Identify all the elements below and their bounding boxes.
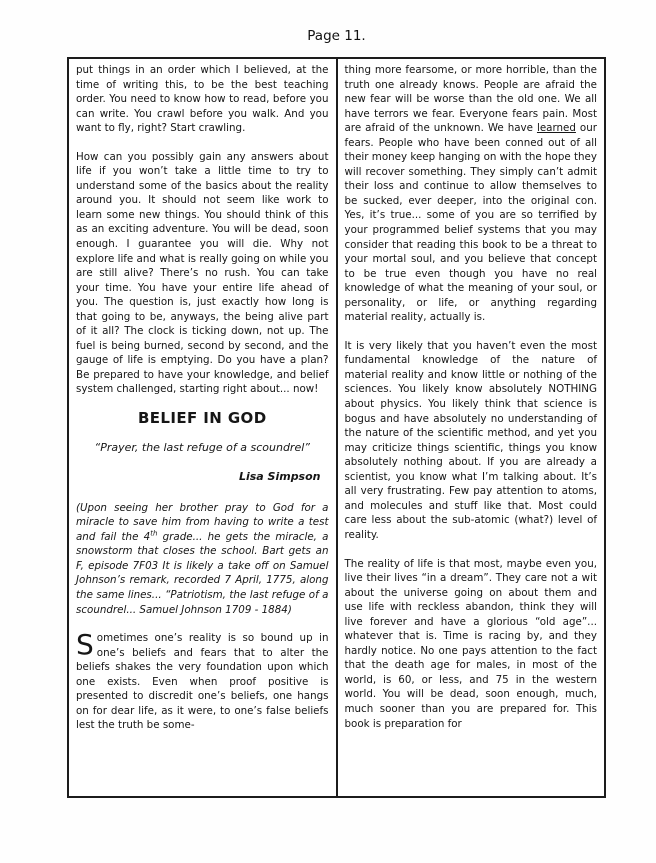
section-heading-belief-in-god: BELIEF IN GOD [137, 409, 267, 428]
right-column [338, 59, 605, 796]
paragraph-learned-fears [345, 63, 598, 325]
footnote-text-end: grade... he gets the miracle, a snowstorm that closes the school. Bart gets an F, episode 7F03 It is likely a take off on Samuel Johnson’s remark, recorded 7 April, 1775, along the same lines... “Patriotism, the last refuge of a scoundrel... Samuel Johnson 1709 - 1884) [76, 530, 329, 616]
drop-cap: S [76, 628, 94, 662]
footnote-text-start: (Upon seeing her brother pray to God for a miracle to save him from having to write a test and fail the 4 [76, 501, 329, 543]
quote-footnote [76, 501, 329, 617]
paragraph-knowledge-of-nature: It is very likely that you haven’t even the most fundamental knowledge of the nature of material reality and know little or nothing of the sciences. You likely know absolutely NOTHING about physics. You likely think that science is bogus and have absolutely no understanding of the nature of the scientific method, and yet you may criticize things scientific, things you know absolutely nothing about. If you are already a scientist, you know what I’m talking about. It’s all very frustrating. Few pay attention to atoms, and molecules and stuff like that. Most could care less about the sub-atomic (what?) level of reality. [344, 339, 597, 541]
ordinal-superscript: th [150, 529, 158, 538]
paragraph-sometimes-reality-text: ometimes one’s reality is so bound up in one’s beliefs and fears that to alter the beliefs shakes the very foundation upon which one exists. Even when proof positive is presented to discredit one’s beliefs, one hangs on for dear life, as it were, to one’s false beliefs lest the truth be some- [76, 632, 329, 732]
quote-attribution: Lisa Simpson [238, 470, 321, 484]
epigraph-quote: “Prayer, the last refuge of a scoundrel” [94, 440, 310, 454]
page-number: Page 11. [307, 28, 366, 44]
underlined-word-learned: learned [536, 122, 576, 135]
fears-text-start: thing more fearsome, or more horrible, than the truth one already knows. People are afraid the new fear will be worse than the old one. We all have terrors we fear. Everyone fears pain. Most are afraid of the unknown. We have [344, 64, 597, 135]
paragraph-reality-of-life: The reality of life is that most, maybe even you, live their lives “in a dream”. They care not a wit about the universe going on about them and use life with reckless abandon, think they will live forever and have a glorious “old age”... whatever that is. Time is racing by, and they hardly notice. No one pays attention to the fact that the death age for males, in most of the world, is 60, or less, and 75 in the western world. You will be dead, soon enough, much, much sooner than you are prepared for. This book is preparation for [344, 557, 597, 730]
paragraph-sometimes-reality [76, 628, 329, 733]
page-frame [67, 57, 606, 798]
paragraph-teaching-order: put things in an order which I believed, at the time of writing this, to be the best teaching order. You need to know how to read, before you can write. You crawl before you walk. And you want to fly, right? Start crawling. [76, 64, 329, 135]
paragraph-gain-answers: How can you possibly gain any answers about life if you won’t take a little time to try to understand some of the basics about the reality around you. It should not seem like work to learn some new things. You should think of this as an exciting adventure. You will be dead, soon enough. I guarantee you will die. Why not explore life and what is really going on while you are still alive? There’s no rush. You can take your time. You have your entire life ahead of you. The question is, just exactly how long is that going to be, anyways, the being alive part of it all? The clock is ticking down, not up. The fuel is being burned, second by second, and the gauge of life is emptying. Do you have a plan? Be prepared to have your knowledge, and belief system challenged, starting right about... now! [76, 150, 329, 396]
fears-text-end: our fears. People who have been conned out of all their money keep hanging on with the hope they will recover something. They simply can’t admit their loss and continue to allow themselves to be sucked, ever deeper, into the original con. Yes, it’s true... some of you are so terrified by your programmed belief systems that you may consider that reading this book to be a threat to your mortal soul, and you believe that concept to be true even though you have no real knowledge of what the meaning of your soul, or personality, or life, or anything regarding material reality, actually is. [344, 122, 597, 324]
left-column [69, 59, 338, 796]
